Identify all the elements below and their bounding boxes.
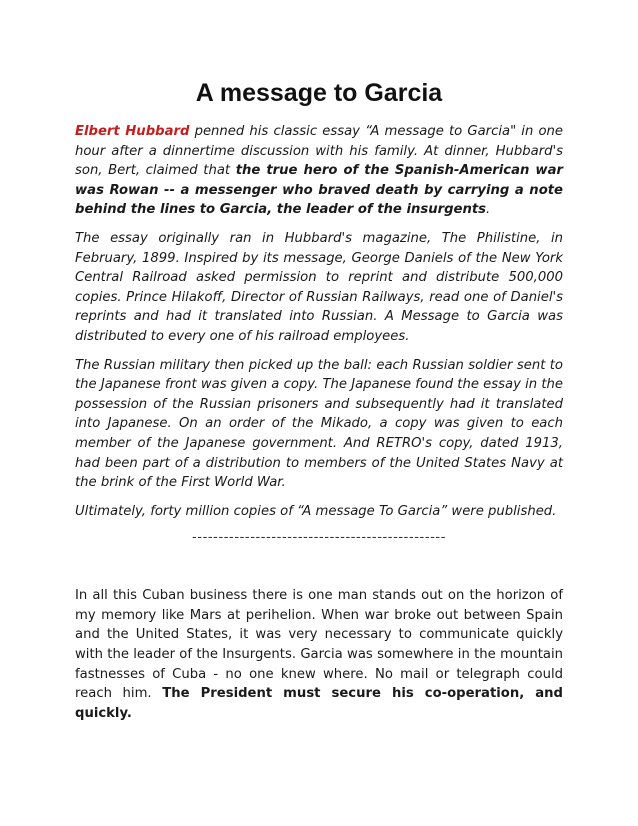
- essay-bold-text: The President must secure his co-operation, and quickly.: [75, 686, 563, 721]
- essay-paragraph: [75, 586, 563, 723]
- essay-text: In all this Cuban business there is one man stands out on the horizon of my memory like Mars at perihelion. When war broke out between Spain and the United States, it was very necessary to communicate quickly with the leader of the Insurgents. Garcia was somewhere in the mountain fastnesses of Cuba - no one knew where. No mail or telegraph could reach him.: [75, 588, 563, 702]
- paragraph-philistine: The essay originally ran in Hubbard's magazine, The Philistine, in February, 1899. Inspired by its message, George Daniels of the New York Central Railroad asked permission to reprint and distribute 500,000 copies. Prince Hilakoff, Director of Russian Railways, read one of Daniel's reprints and had it translated into Russian. A Message to Garcia was distributed to every one of his railroad employees.: [75, 230, 563, 344]
- intro-end: .: [486, 202, 491, 218]
- intro-text: penned his classic essay “A message to Garcia" in one hour after a dinnertime discussion with his family. At dinner, Hubbard's son, Bert, claimed that: [75, 124, 563, 179]
- section-divider: ------------------------------------------------: [192, 530, 446, 546]
- document-title: A message to Garcia: [195, 79, 443, 107]
- document-page: [75, 78, 563, 732]
- spacer: [75, 545, 563, 586]
- intro-paragraph: [75, 122, 563, 220]
- paragraph-forty-million: Ultimately, forty million copies of “A message To Garcia” were published.: [75, 503, 557, 519]
- paragraph-russian-military: The Russian military then picked up the ball: each Russian soldier sent to the Japanese front was given a copy. The Japanese found the essay in the possession of the Russian prisoners and subsequently had it translated into Japanese. On an order of the Mikado, a copy was given to each member of the Japanese government. And RETRO's copy, dated 1913, had been part of a distribution to members of the United States Navy at the brink of the First World War.: [75, 357, 563, 491]
- author-name: Elbert Hubbard: [75, 124, 190, 139]
- intro-bold-text: the true hero of the Spanish-American war was Rowan -- a messenger who braved death by carrying a note behind the lines to Garcia, the leader of the insurgents: [75, 163, 563, 218]
